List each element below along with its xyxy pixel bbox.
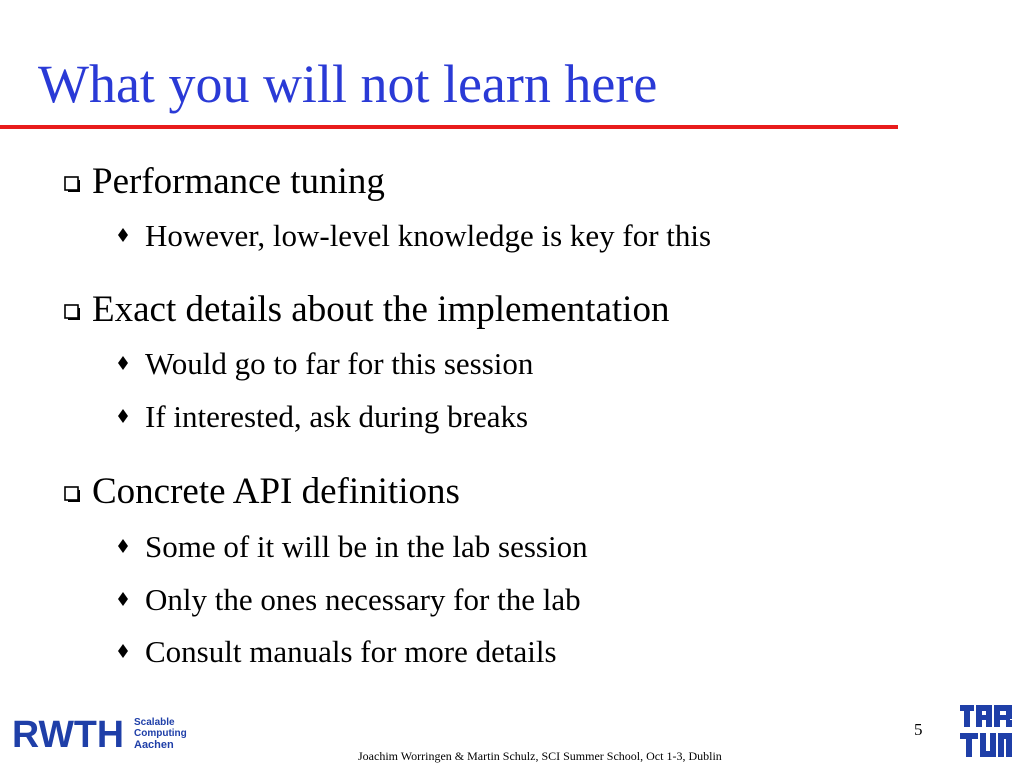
title-divider	[0, 125, 898, 129]
bullet-level2-text: Some of it will be in the lab session	[145, 529, 588, 564]
diamond-bullet-icon	[118, 228, 128, 242]
bullet-level1	[64, 160, 385, 204]
rwth-logo	[12, 713, 187, 753]
hollow-square-icon	[64, 304, 82, 322]
diamond-bullet-icon	[118, 409, 128, 423]
svg-text:RWTH: RWTH	[12, 714, 124, 753]
bullet-level1	[64, 288, 669, 332]
diamond-bullet-icon	[118, 539, 128, 553]
bullet-level1	[64, 470, 460, 514]
bullet-level1-text: Concrete API definitions	[92, 471, 460, 512]
logo-scalable: Scalable	[134, 717, 175, 728]
bullet-level2	[118, 398, 528, 436]
bullet-level2	[118, 217, 711, 255]
bullet-level2-text: If interested, ask during breaks	[145, 399, 529, 434]
bullet-level2-text: Only the ones necessary for the lab	[145, 582, 581, 617]
diamond-bullet-icon	[118, 644, 128, 658]
diamond-bullet-icon	[118, 592, 128, 606]
bullet-level2-text: Consult manuals for more details	[145, 634, 557, 669]
rwth-wordmark-logo	[12, 713, 126, 753]
bullet-level2-text: However, low-level knowledge is key for this	[145, 218, 712, 253]
hollow-square-icon	[64, 486, 82, 504]
bullet-level2	[118, 345, 533, 383]
diamond-bullet-icon	[118, 356, 128, 370]
slide-title: What you will not learn here	[38, 54, 658, 114]
hollow-square-icon	[64, 176, 82, 194]
bullet-level1-text: Exact details about the implementation	[92, 289, 670, 330]
bullet-level2	[118, 633, 557, 671]
footer-text: Joachim Worringen & Martin Schulz, SCI Summer School, Oct 1-3, Dublin	[358, 749, 722, 763]
bullet-level2	[118, 528, 588, 566]
tum-logo	[960, 703, 1012, 759]
bullet-level2	[118, 581, 581, 619]
page-number: 5	[914, 720, 923, 739]
bullet-level1-text: Performance tuning	[92, 161, 385, 202]
logo-aachen: Aachen	[134, 739, 174, 751]
logo-computing: Computing	[134, 728, 187, 739]
bullet-level2-text: Would go to far for this session	[145, 346, 534, 381]
